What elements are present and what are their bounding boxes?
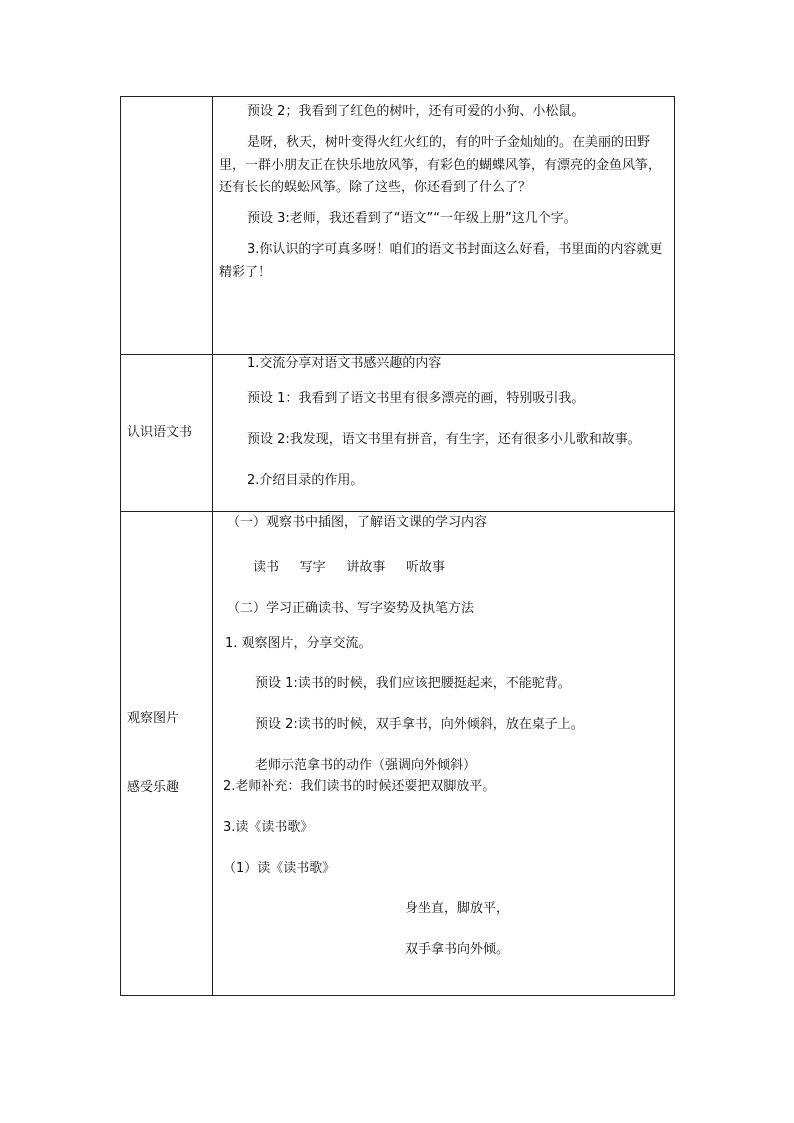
section-content-cell xyxy=(213,97,675,355)
preset-1-line: 预设 1:读书的时候，我们应该把腰挺起来，不能驼背。 xyxy=(255,676,571,692)
part-1-heading: （一）观察书中插图，了解语文课的学习内容 xyxy=(227,515,488,530)
preset-2-line: 预设 2；我看到了红色的树叶，还有可爱的小狗、小松鼠。 xyxy=(247,104,585,119)
section-content xyxy=(213,512,674,960)
table-row xyxy=(121,355,675,512)
step-2-line: 2.老师补充：我们读书的时候还要把双脚放平。 xyxy=(223,778,496,794)
section-content xyxy=(213,355,674,490)
table-row xyxy=(121,512,675,996)
section-content xyxy=(213,97,674,284)
part-2-heading: （二）学习正确读书、写字姿势及执笔方法 xyxy=(227,600,475,616)
preset-3-line: 预设 3:老师，我还看到了“语文”“一年级上册”这几个字。 xyxy=(247,211,577,227)
section-label-cell xyxy=(121,97,213,355)
preset-2-line: 预设 2:我发现，语文书里有拼音，有生字，还有很多小儿歌和故事。 xyxy=(247,431,641,447)
table-row xyxy=(121,97,675,355)
autumn-paragraph: 是呀，秋天，树叶变得火红火红的，有的叶子金灿灿的。在美丽的田野里，一群小朋友正在快乐地放风筝，有彩色的蝴蝶风筝，有漂亮的金鱼风筝，还有长长的蜈蚣风筝。除了这些，你还看到了什么了？ xyxy=(219,134,662,196)
section-label-line-1: 观察图片 xyxy=(127,710,180,726)
substep-1-line: （1）读《读书歌》 xyxy=(223,860,336,876)
section-content-cell xyxy=(213,355,675,512)
preset-1-line: 预设 1：我看到了语文书里有很多漂亮的画，特别吸引我。 xyxy=(247,390,585,406)
section-label: 认识语文书 xyxy=(127,424,193,440)
section-label xyxy=(121,98,127,113)
teacher-demo-line: 老师示范拿书的动作（强调向外倾斜） xyxy=(255,758,477,774)
preset-2-line: 预设 2:读书的时候，双手拿书，向外倾斜，放在桌子上。 xyxy=(255,717,584,733)
learning-items: 读书 写字 讲故事 听故事 xyxy=(253,559,445,575)
poem-line-2: 双手拿书向外倾。 xyxy=(405,942,510,958)
section-label-line-2: 感受乐趣 xyxy=(127,779,180,795)
step-3-line: 3.读《读书歌》 xyxy=(223,819,314,835)
step-2-line: 2.介绍目录的作用。 xyxy=(247,472,364,488)
section-content-cell xyxy=(213,512,675,996)
cover-praise-paragraph: 3.你认识的字可真多呀！咱们的语文书封面这么好看，书里面的内容就更精彩了！ xyxy=(219,241,663,280)
section-label-cell xyxy=(121,355,213,512)
section-label-cell xyxy=(121,512,213,996)
step-1-line: 1.交流分享对语文书感兴趣的内容 xyxy=(247,356,442,371)
lesson-plan-table xyxy=(120,96,675,996)
poem-line-1: 身坐直，脚放平， xyxy=(405,901,510,917)
step-1-line: 1. 观察图片，分享交流。 xyxy=(225,635,372,651)
